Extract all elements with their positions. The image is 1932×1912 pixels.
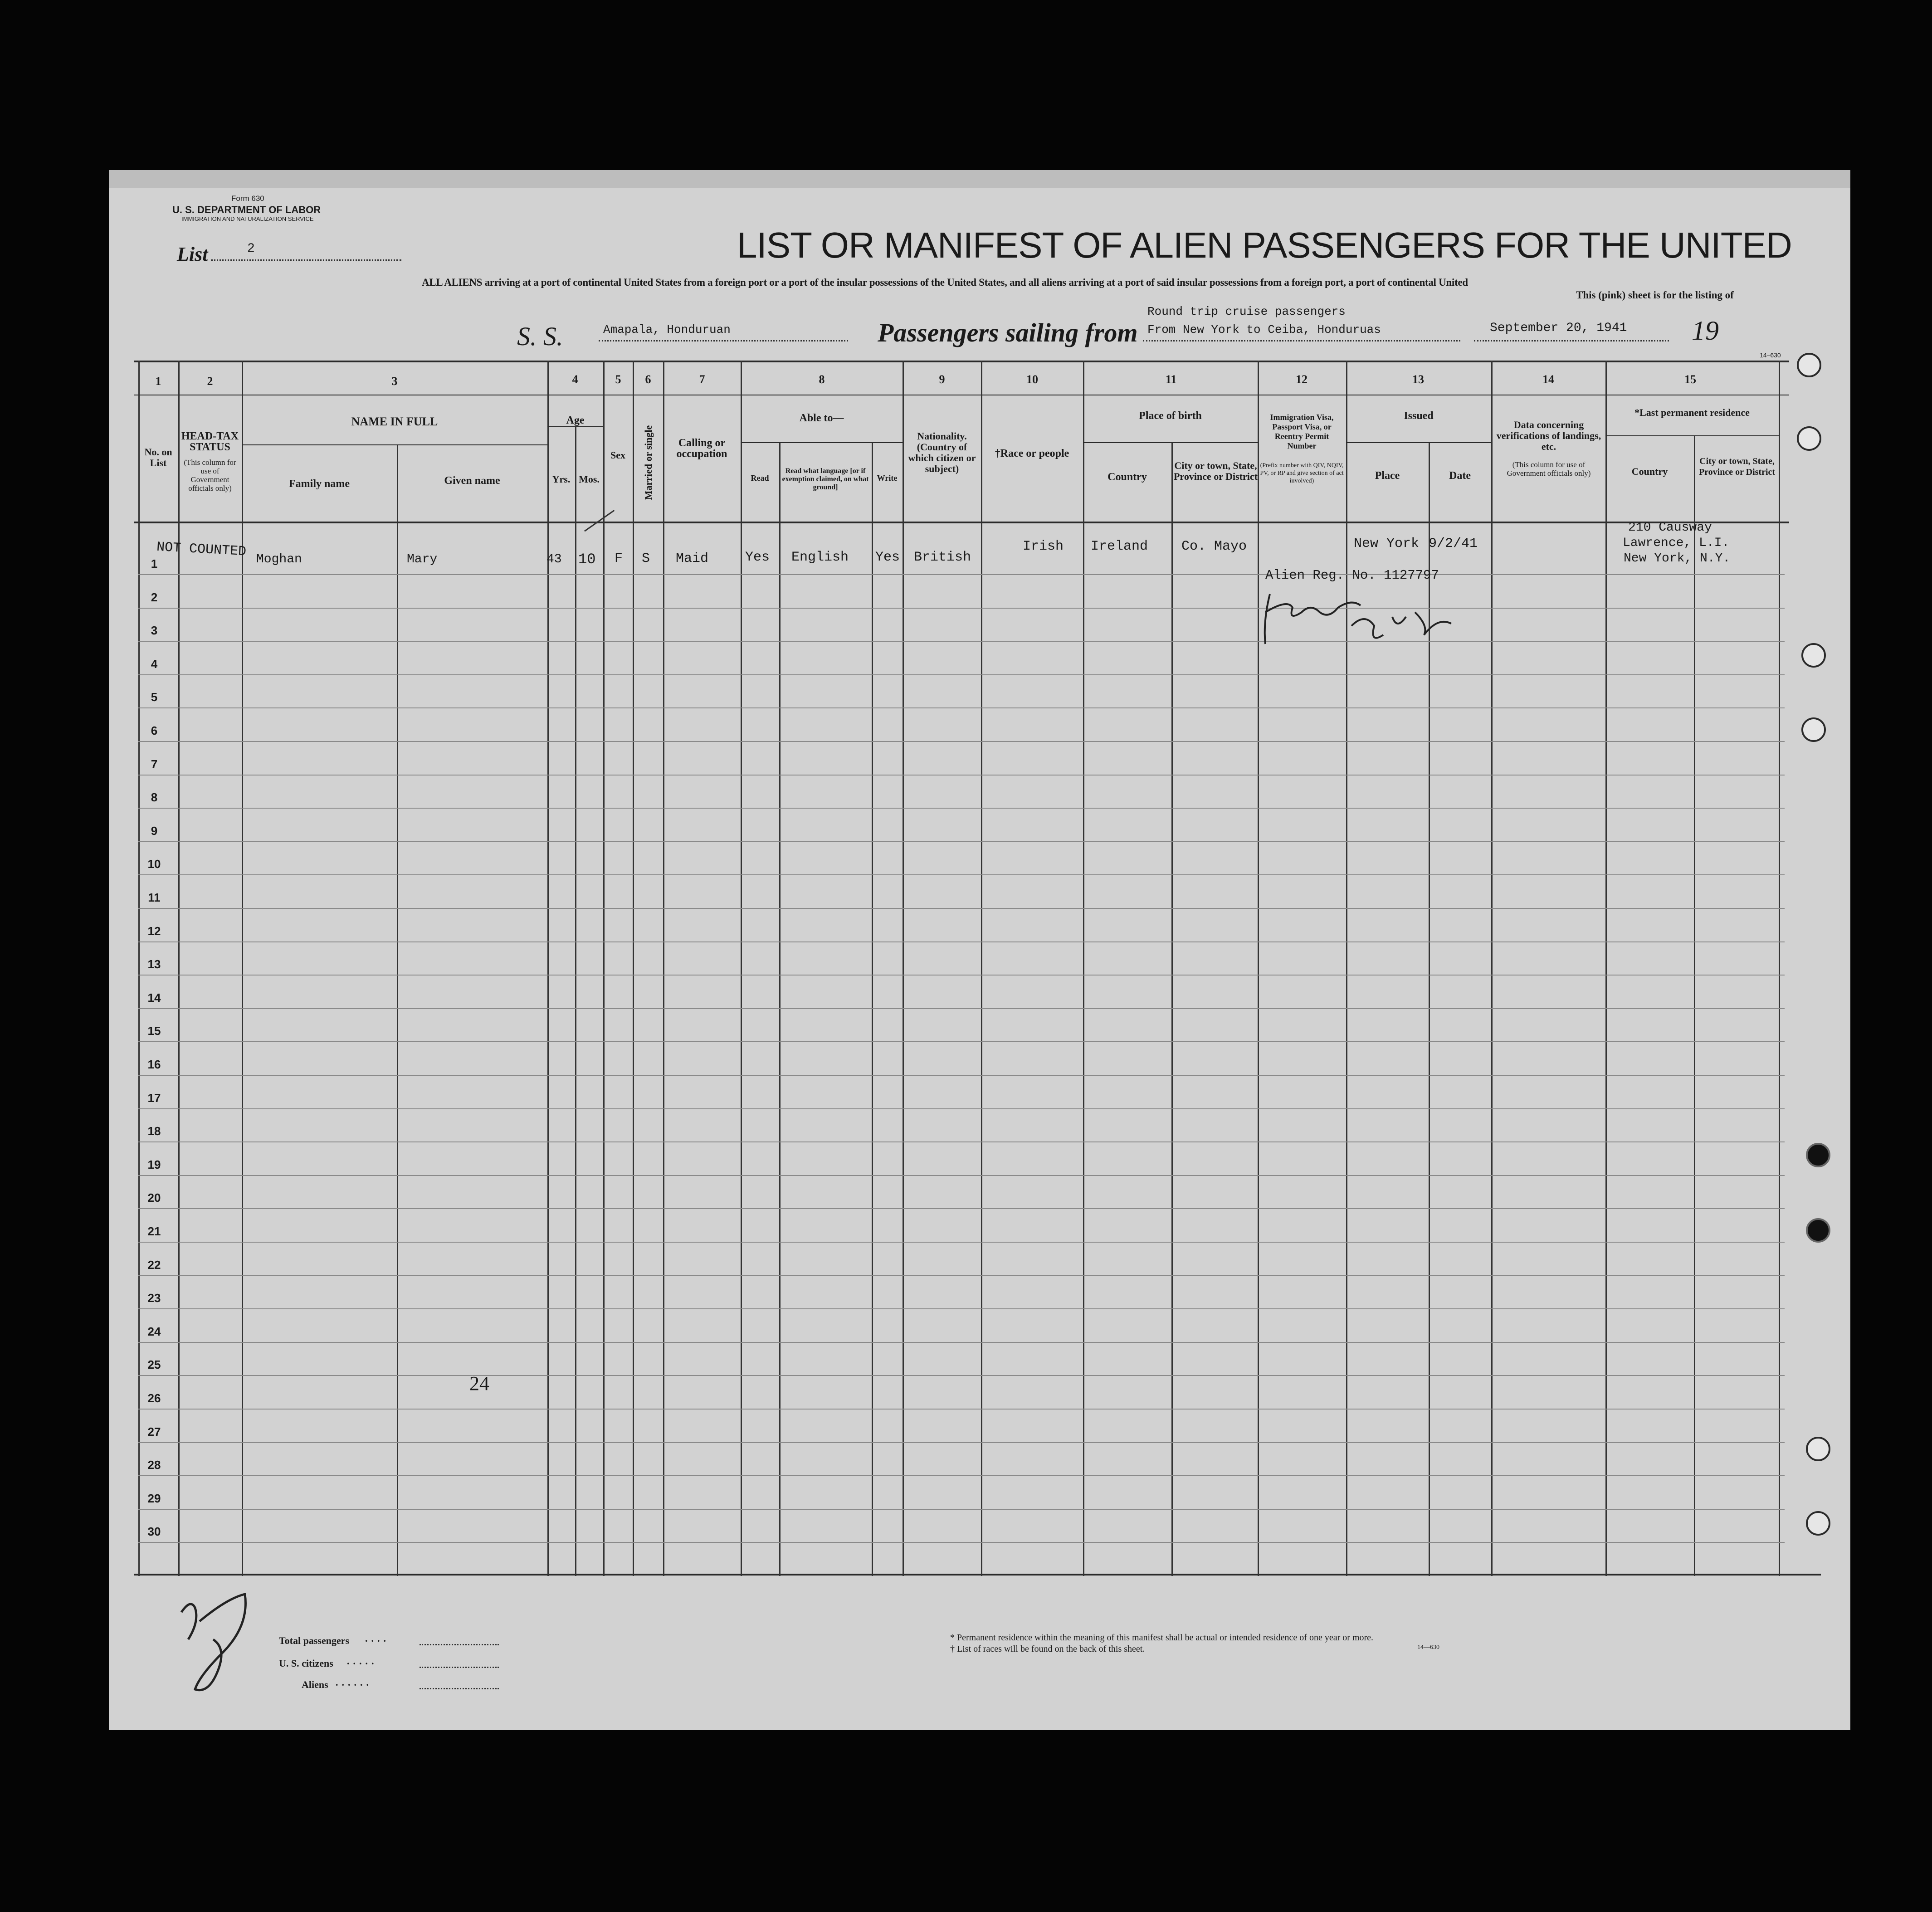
col-line <box>1491 361 1493 1576</box>
row-number: 10 <box>147 857 161 871</box>
row-rule <box>138 741 1785 742</box>
ship-underline <box>599 340 848 341</box>
row-number: 13 <box>147 957 161 971</box>
binder-hole <box>1806 1437 1830 1461</box>
row-number: 5 <box>151 690 158 704</box>
aliens-label: Aliens <box>302 1679 328 1690</box>
col-line <box>397 444 398 1576</box>
binder-hole <box>1801 643 1826 668</box>
col-line <box>1083 361 1084 1576</box>
binder-hole <box>1806 1511 1830 1536</box>
row-number: 30 <box>147 1525 161 1538</box>
col-issued: Issued <box>1404 410 1434 422</box>
row-rule <box>138 1409 1785 1410</box>
footnote-races: † List of races will be found on the back of this sheet. <box>950 1644 1145 1654</box>
name-subheader-line <box>242 444 547 445</box>
birth-subheader-line <box>1083 442 1258 443</box>
row-number: 6 <box>151 724 158 737</box>
col-able-to: Able to— <box>799 412 844 424</box>
col-married-or-single: Married or single <box>643 425 654 500</box>
row-rule <box>138 574 1785 575</box>
col-line <box>603 361 605 1576</box>
col-number-6: 6 <box>645 373 651 386</box>
row-number: 15 <box>147 1024 161 1038</box>
row-rule <box>138 1308 1785 1309</box>
col-number-13: 13 <box>1412 373 1424 386</box>
row-number: 22 <box>147 1258 161 1272</box>
col-line <box>242 361 243 1576</box>
row-rule <box>138 1175 1785 1176</box>
col-landing-note: (This column for use of Government officials only) <box>1507 460 1591 478</box>
sailing-date: September 20, 1941 <box>1490 321 1627 335</box>
alien-registration: Alien Reg. No. 1127797 <box>1265 568 1439 583</box>
row-rule <box>138 1509 1785 1510</box>
row-number: 3 <box>151 624 158 637</box>
row-number: 28 <box>147 1458 161 1472</box>
row-rule <box>138 1275 1785 1276</box>
footnote-code: 14—630 <box>1417 1644 1439 1651</box>
sailing-from-line-2: From New York to Ceiba, Honduruas <box>1147 323 1381 337</box>
col-line <box>741 361 742 1576</box>
row-number: 24 <box>147 1325 161 1338</box>
handwritten-mark <box>168 1590 263 1698</box>
col-number-5: 5 <box>615 373 621 386</box>
year-label: 19 <box>1692 316 1719 346</box>
col-race: †Race or people <box>995 448 1069 459</box>
row-rule <box>138 941 1785 942</box>
age-years-cell: 43 <box>546 552 562 566</box>
list-underline <box>211 259 401 261</box>
col-landing-data: Data concerning verifications of landings, etc. <box>1496 419 1601 452</box>
col-line <box>663 361 664 1576</box>
col-occupation: Calling or occupation <box>676 437 727 460</box>
row-number: 2 <box>151 590 158 604</box>
col-residence-country: Country <box>1631 466 1668 477</box>
list-number: 2 <box>247 242 255 256</box>
binder-hole <box>1806 1143 1830 1167</box>
row-number: 23 <box>147 1291 161 1305</box>
row-number: 18 <box>147 1124 161 1138</box>
col-line <box>779 442 781 1576</box>
sailing-from-label: Passengers sailing from <box>878 318 1138 347</box>
col-birth-city: City or town, State, Province or District <box>1174 460 1258 482</box>
us-citizens-dots: ..... <box>347 1655 378 1667</box>
row-rule <box>138 1141 1785 1142</box>
col-place-of-birth: Place of birth <box>1139 410 1202 422</box>
row-rule <box>138 1342 1785 1343</box>
ss-label: S. S. <box>517 322 563 351</box>
col-line <box>575 426 576 1576</box>
binder-hole <box>1797 353 1821 377</box>
row-number: 17 <box>147 1091 161 1105</box>
residence-line-3: New York, N.Y. <box>1624 551 1731 566</box>
list-label: List <box>177 243 208 265</box>
col-visa-note: (Prefix number with QIV, NQIV, PV, or RP and give section of act involved) <box>1260 462 1344 484</box>
total-passengers-dots: .... <box>365 1633 390 1644</box>
row-rule <box>138 1442 1785 1443</box>
aliens-line <box>420 1688 499 1689</box>
family-name-cell: Moghan <box>256 552 302 566</box>
col-nationality: Nationality. (Country of which citizen or subject) <box>908 430 976 474</box>
row-number: 7 <box>151 757 158 771</box>
col-line <box>1694 435 1695 1576</box>
us-citizens-label: U. S. citizens <box>279 1658 333 1669</box>
row-number: 25 <box>147 1358 161 1371</box>
row-number: 27 <box>147 1425 161 1439</box>
sheet-number: 24 <box>469 1372 489 1395</box>
row-rule <box>138 874 1785 875</box>
col-line <box>1346 361 1347 1576</box>
issued-date-cell: 9/2/41 <box>1429 536 1478 551</box>
col-residence-city: City or town, State, Province or District <box>1698 456 1776 477</box>
row-number: 9 <box>151 824 158 838</box>
able-subheader-line <box>741 442 903 443</box>
col-line <box>981 361 982 1576</box>
col-birth-country: Country <box>1107 471 1147 483</box>
col-issued-place: Place <box>1375 470 1400 482</box>
row-rule <box>138 1041 1785 1042</box>
row-rule <box>138 775 1785 776</box>
row-number: 1 <box>151 557 158 571</box>
table-bottom-border <box>134 1574 1821 1575</box>
total-passengers-label: Total passengers <box>279 1635 350 1646</box>
col-number-2: 2 <box>207 375 213 388</box>
col-line <box>1171 442 1173 1576</box>
subtitle-line-2: This (pink) sheet is for the listing of <box>1576 289 1734 301</box>
binder-hole <box>1797 426 1821 451</box>
residence-line-1: 210 Causway <box>1628 521 1712 535</box>
row-rule <box>138 608 1785 609</box>
sailing-from-line-1: Round trip cruise passengers <box>1147 305 1346 318</box>
sheet-top-edge <box>109 170 1850 188</box>
table-top-border <box>134 361 1789 362</box>
marital-cell: S <box>642 551 650 566</box>
row-number: 29 <box>147 1492 161 1505</box>
nationality-cell: British <box>914 550 971 565</box>
col-number-9: 9 <box>939 373 945 386</box>
col-last-residence: *Last permanent residence <box>1634 407 1750 418</box>
col-line <box>138 361 140 1576</box>
row-number: 14 <box>147 991 161 1005</box>
row-rule <box>138 841 1785 842</box>
col-issued-date: Date <box>1449 470 1471 482</box>
aliens-dots: ...... <box>336 1677 372 1688</box>
col-head-tax: HEAD-TAX STATUS <box>181 430 239 453</box>
col-line <box>1258 361 1259 1576</box>
service-name: IMMIGRATION AND NATURALIZATION SERVICE <box>181 215 314 222</box>
col-line <box>633 361 634 1576</box>
inspector-signature <box>1261 585 1488 658</box>
row-rule <box>138 1108 1785 1109</box>
row-number: 4 <box>151 657 158 671</box>
birth-city-cell: Co. Mayo <box>1181 539 1247 554</box>
write-cell: Yes <box>875 550 900 565</box>
row-rule <box>138 808 1785 809</box>
residence-subheader-line <box>1605 435 1779 436</box>
col-visa: Immigration Visa, Passport Visa, or Reentry Permit Number <box>1270 413 1334 450</box>
col-number-7: 7 <box>699 373 705 386</box>
col-line <box>872 442 873 1576</box>
col-write: Write <box>877 473 898 483</box>
us-citizens-line <box>420 1667 499 1668</box>
col-sex: Sex <box>610 449 625 461</box>
col-family-name: Family name <box>289 478 350 490</box>
row-number: 26 <box>147 1391 161 1405</box>
read-cell: Yes <box>745 550 770 565</box>
col-read: Read <box>751 473 769 483</box>
corner-code: 14–630 <box>1760 351 1781 359</box>
row-rule <box>138 1542 1785 1543</box>
col-language: Read what language [or if exemption claimed, on what ground] <box>782 467 869 491</box>
col-number-10: 10 <box>1026 373 1038 386</box>
row-rule <box>138 908 1785 909</box>
row-number: 12 <box>147 924 161 938</box>
row-number: 11 <box>148 891 161 904</box>
row-number: 21 <box>147 1224 161 1238</box>
occupation-cell: Maid <box>676 551 709 566</box>
col-number-15: 15 <box>1684 373 1696 386</box>
race-cell: Irish <box>1023 539 1064 554</box>
col-line <box>1605 361 1607 1576</box>
col-name-in-full: NAME IN FULL <box>351 415 438 428</box>
birth-country-cell: Ireland <box>1091 539 1148 554</box>
total-passengers-line <box>420 1644 499 1645</box>
col-number-3: 3 <box>391 375 398 388</box>
row-number: 8 <box>151 790 158 804</box>
head-tax-stamp: NOT COUNTED <box>156 539 247 560</box>
col-number-11: 11 <box>1165 373 1177 386</box>
row-number: 20 <box>147 1191 161 1205</box>
row-rule <box>138 674 1785 675</box>
subtitle-line-1: ALL ALIENS arriving at a port of continental United States from a foreign port or a port of the insular possessions of the United States, and all aliens arriving at a port of said insular possessions from a foreign port, a port of continental United <box>422 277 1468 288</box>
col-line <box>1779 361 1780 1576</box>
page-title: LIST OR MANIFEST OF ALIEN PASSENGERS FOR THE UNITED <box>737 225 1792 265</box>
col-given-name: Given name <box>444 475 500 487</box>
row-rule <box>138 1242 1785 1243</box>
header-bottom-border <box>134 522 1789 523</box>
col-age: Age <box>566 415 585 426</box>
col-number-1: 1 <box>155 375 161 388</box>
col-age-mos: Mos. <box>579 473 600 485</box>
row-rule <box>138 1008 1785 1009</box>
residence-line-2: Lawrence, L.I. <box>1623 536 1730 550</box>
issued-subheader-line <box>1346 442 1491 443</box>
col-number-4: 4 <box>572 373 578 386</box>
row-rule <box>138 707 1785 708</box>
binder-hole <box>1806 1218 1830 1243</box>
row-rule <box>138 1075 1785 1076</box>
row-rule <box>138 1475 1785 1476</box>
date-underline <box>1474 340 1669 341</box>
form-number: Form 630 <box>231 194 264 203</box>
col-age-yrs: Yrs. <box>552 473 571 485</box>
department-name: U. S. DEPARTMENT OF LABOR <box>172 204 321 215</box>
row-rule <box>138 1208 1785 1209</box>
row-rule <box>138 1375 1785 1376</box>
col-number-14: 14 <box>1542 373 1554 386</box>
col-head-tax-note: (This column for use of Government officials only) <box>184 458 236 493</box>
binder-hole <box>1801 717 1826 742</box>
age-months-cell: 10 <box>578 551 596 568</box>
row-number: 19 <box>147 1158 161 1171</box>
row-rule <box>138 641 1785 642</box>
col-number-12: 12 <box>1296 373 1308 386</box>
col-no-on-list: No. on List <box>144 446 172 468</box>
ship-name: Amapala, Honduruan <box>603 323 731 337</box>
language-cell: English <box>791 550 849 565</box>
col-line <box>547 361 549 1576</box>
sailing-underline <box>1143 340 1460 341</box>
row-number: 16 <box>147 1058 161 1071</box>
given-name-cell: Mary <box>407 552 438 566</box>
sex-cell: F <box>615 551 623 566</box>
age-subheader-line <box>547 426 603 427</box>
footnote-residence: * Permanent residence within the meaning of this manifest shall be actual or intended residence of one year or more. <box>950 1633 1374 1643</box>
manifest-sheet <box>109 170 1850 1730</box>
col-number-8: 8 <box>819 373 825 386</box>
issued-place-cell: New York <box>1354 536 1420 551</box>
col-line <box>903 361 904 1576</box>
row-rule <box>138 975 1785 976</box>
